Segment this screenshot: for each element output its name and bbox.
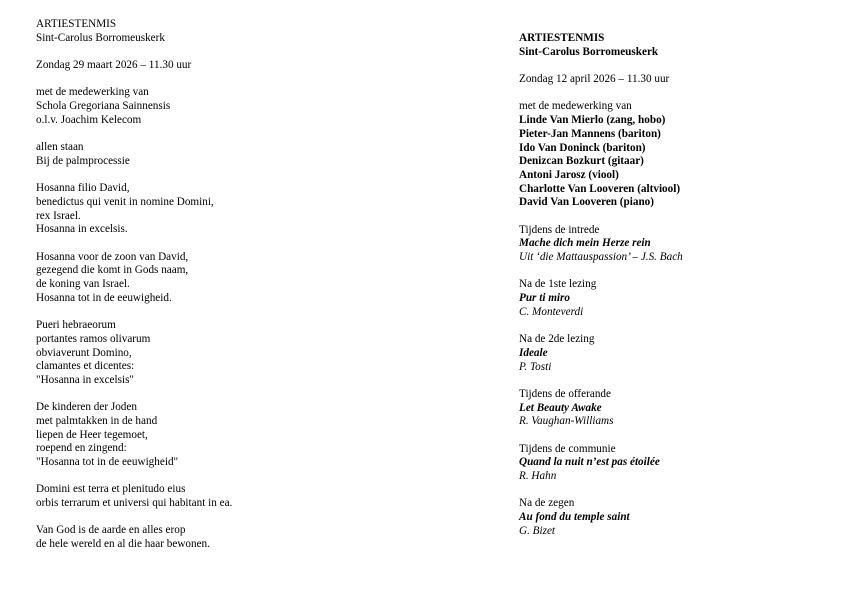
left-page	[36, 18, 426, 552]
performer: Ido Van Doninck (bariton)	[519, 141, 646, 154]
stanza-line: Pueri hebraeorum	[36, 319, 116, 332]
performer: Denizcan Bozkurt (gitaar)	[519, 155, 644, 168]
stanza-line: Hosanna voor de zoon van David,	[36, 250, 189, 263]
performer: Linde Van Mierlo (zang, hobo)	[519, 114, 666, 127]
stanza-line: Hosanna filio David,	[36, 182, 130, 195]
program-composer: R. Hahn	[519, 470, 557, 482]
left-header-title: ARTIESTENMIS	[36, 18, 117, 30]
stanza-line: "Hosanna tot in de eeuwigheid"	[36, 456, 179, 468]
left-date: Zondag 29 maart 2026 – 11.30 uur	[36, 59, 192, 72]
program-moment: Tijdens de offerande	[519, 387, 611, 400]
left-procession-line: allen staan	[36, 141, 84, 154]
stanza-line: obviaverunt Domino,	[36, 346, 132, 359]
program-title: Quand la nuit n’est pas étoilée	[519, 456, 660, 469]
program-title: Au fond du temple saint	[519, 511, 630, 524]
left-participation-line: met de medewerking van	[36, 86, 149, 99]
performer: David Van Looveren (piano)	[519, 196, 655, 209]
right-date: Zondag 12 april 2026 – 11.30 uur	[519, 73, 670, 86]
left-header-church: Sint-Carolus Borromeuskerk	[36, 31, 165, 44]
program-title: Pur ti miro	[519, 292, 570, 305]
program-title: Ideale	[519, 346, 548, 359]
stanza-line: met palmtakken in de hand	[36, 414, 158, 427]
left-participation-line: o.l.v. Joachim Kelecom	[36, 113, 142, 126]
program-moment: Tijdens de intrede	[519, 223, 600, 236]
right-header-title: ARTIESTENMIS	[519, 32, 605, 44]
program-moment: Tijdens de communie	[519, 442, 616, 455]
program-moment: Na de zegen	[519, 497, 575, 510]
program-composer: C. Monteverdi	[519, 305, 584, 318]
stanza-line: portantes ramos olivarum	[36, 332, 151, 345]
stanza-line: Van God is de aarde en alles erop	[36, 524, 186, 537]
stanza-line: Hosanna tot in de eeuwigheid.	[36, 291, 172, 304]
stanza-line: roepend en zingend:	[36, 442, 127, 455]
stanza-line: gezegend die komt in Gods naam,	[36, 264, 189, 277]
left-procession-line: Bij de palmprocessie	[36, 154, 130, 167]
stanza-line: Domini est terra et plenitudo eius	[36, 483, 186, 496]
left-participation-line: Schola Gregoriana Sainnensis	[36, 100, 171, 113]
right-header-church: Sint-Carolus Borromeuskerk	[519, 45, 659, 58]
stanza-line: clamantes et dicentes:	[36, 360, 135, 373]
stanza-line: De kinderen der Joden	[36, 401, 137, 414]
right-page	[519, 32, 839, 538]
program-composer: Uit ‘die Mattauspassion’ – J.S. Bach	[519, 251, 683, 263]
stanza-line: de koning van Israel.	[36, 278, 130, 291]
stanza-line: de hele wereld en al die haar bewonen.	[36, 538, 210, 551]
stanza-line: benedictus qui venit in nomine Domini,	[36, 195, 214, 208]
stanza-line: liepen de Heer tegemoet,	[36, 428, 148, 441]
program-composer: G. Bizet	[519, 524, 556, 537]
program-composer: R. Vaughan-Williams	[519, 415, 614, 428]
program-composer: P. Tosti	[519, 360, 552, 373]
program-title: Mache dich mein Herze rein	[519, 237, 651, 250]
performer: Antoni Jarosz (viool)	[519, 168, 619, 181]
program-moment: Na de 1ste lezing	[519, 278, 597, 291]
program-moment: Na de 2de lezing	[519, 333, 595, 346]
performer: Charlotte Van Looveren (altviool)	[519, 182, 681, 195]
performer: Pieter-Jan Mannens (bariton)	[519, 127, 661, 140]
stanza-line: orbis terrarum et universi qui habitant in ea.	[36, 497, 233, 510]
program-title: Let Beauty Awake	[519, 401, 602, 414]
stanza-line: Hosanna in excelsis.	[36, 223, 128, 236]
right-participation-intro: met de medewerking van	[519, 100, 632, 113]
stanza-line: "Hosanna in excelsis"	[36, 373, 134, 386]
stanza-line: rex Israel.	[36, 209, 81, 222]
